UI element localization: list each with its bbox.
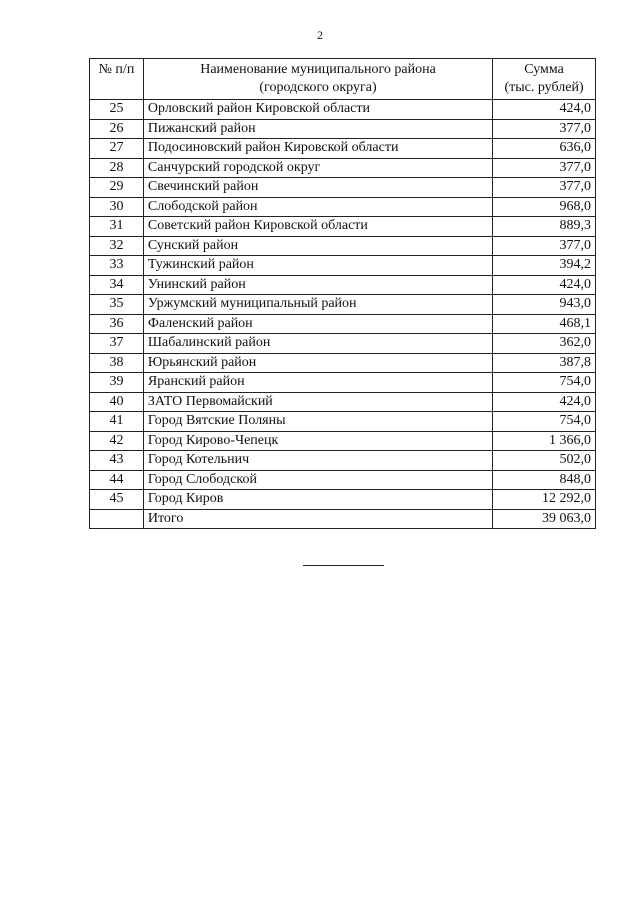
table-row <box>90 139 596 159</box>
table-row <box>90 373 596 393</box>
cell-name: Советский район Кировской области <box>143 217 492 237</box>
cell-sum: 1 366,0 <box>493 431 596 451</box>
cell-num: 29 <box>90 178 144 198</box>
header-name-line2: (городского округа) <box>259 80 377 95</box>
cell-sum: 394,2 <box>493 256 596 276</box>
cell-num: 41 <box>90 412 144 432</box>
cell-num: 34 <box>90 275 144 295</box>
cell-num: 33 <box>90 256 144 276</box>
header-sum <box>493 59 596 100</box>
cell-sum: 12 292,0 <box>493 490 596 510</box>
table-body <box>90 100 596 529</box>
cell-num: 35 <box>90 295 144 315</box>
table-row <box>90 412 596 432</box>
table-row <box>90 275 596 295</box>
cell-sum: 636,0 <box>493 139 596 159</box>
cell-name: Унинский район <box>143 275 492 295</box>
cell-num: 42 <box>90 431 144 451</box>
cell-sum: 362,0 <box>493 334 596 354</box>
header-num-label: № п/п <box>98 62 135 77</box>
allocation-table <box>89 58 596 529</box>
cell-num: 27 <box>90 139 144 159</box>
cell-sum: 754,0 <box>493 412 596 432</box>
header-name <box>143 59 492 100</box>
cell-num: 45 <box>90 490 144 510</box>
cell-sum: 943,0 <box>493 295 596 315</box>
table-row <box>90 470 596 490</box>
cell-num: 40 <box>90 392 144 412</box>
table-row <box>90 217 596 237</box>
cell-name: Уржумский муниципальный район <box>143 295 492 315</box>
header-num <box>90 59 144 100</box>
cell-name: Город Кирово-Чепецк <box>143 431 492 451</box>
cell-num: 31 <box>90 217 144 237</box>
cell-num: 36 <box>90 314 144 334</box>
cell-name: Санчурский городской округ <box>143 158 492 178</box>
cell-num: 38 <box>90 353 144 373</box>
cell-num: 43 <box>90 451 144 471</box>
cell-sum: 754,0 <box>493 373 596 393</box>
header-sum-line2: (тыс. рублей) <box>504 80 584 95</box>
cell-sum: 424,0 <box>493 275 596 295</box>
cell-sum: 377,0 <box>493 236 596 256</box>
cell-name: Шабалинский район <box>143 334 492 354</box>
header-name-line1: Наименование муниципального района <box>200 62 436 77</box>
table-row <box>90 256 596 276</box>
table-row <box>90 314 596 334</box>
table-row <box>90 197 596 217</box>
cell-num: 30 <box>90 197 144 217</box>
cell-num: 37 <box>90 334 144 354</box>
table-row <box>90 236 596 256</box>
table-row <box>90 353 596 373</box>
cell-name: ЗАТО Первомайский <box>143 392 492 412</box>
cell-name: Юрьянский район <box>143 353 492 373</box>
cell-name: Подосиновский район Кировской области <box>143 139 492 159</box>
cell-num <box>90 509 144 529</box>
cell-name: Орловский район Кировской области <box>143 100 492 120</box>
cell-sum: 387,8 <box>493 353 596 373</box>
cell-num: 26 <box>90 119 144 139</box>
table-row <box>90 451 596 471</box>
cell-sum: 424,0 <box>493 392 596 412</box>
page-number: 2 <box>317 28 323 42</box>
table-row <box>90 295 596 315</box>
table-header-row <box>90 59 596 100</box>
cell-num: 32 <box>90 236 144 256</box>
cell-sum: 468,1 <box>493 314 596 334</box>
table-row <box>90 392 596 412</box>
total-row <box>90 509 596 529</box>
cell-sum: 424,0 <box>493 100 596 120</box>
table-row <box>90 490 596 510</box>
cell-name: Город Киров <box>143 490 492 510</box>
cell-name: Яранский район <box>143 373 492 393</box>
cell-name: Тужинский район <box>143 256 492 276</box>
cell-num: 39 <box>90 373 144 393</box>
closing-rule <box>303 565 384 566</box>
table-row <box>90 431 596 451</box>
cell-sum: 377,0 <box>493 119 596 139</box>
cell-name: Фаленский район <box>143 314 492 334</box>
table-row <box>90 100 596 120</box>
cell-name: Свечинский район <box>143 178 492 198</box>
cell-name: Итого <box>143 509 492 529</box>
cell-sum: 502,0 <box>493 451 596 471</box>
cell-name: Город Котельнич <box>143 451 492 471</box>
cell-name: Сунский район <box>143 236 492 256</box>
cell-sum: 377,0 <box>493 158 596 178</box>
cell-num: 25 <box>90 100 144 120</box>
cell-num: 28 <box>90 158 144 178</box>
cell-name: Пижанский район <box>143 119 492 139</box>
cell-sum: 39 063,0 <box>493 509 596 529</box>
cell-sum: 968,0 <box>493 197 596 217</box>
cell-sum: 848,0 <box>493 470 596 490</box>
cell-num: 44 <box>90 470 144 490</box>
table-row <box>90 158 596 178</box>
cell-name: Слободской район <box>143 197 492 217</box>
table-row <box>90 334 596 354</box>
cell-sum: 377,0 <box>493 178 596 198</box>
cell-name: Город Слободской <box>143 470 492 490</box>
table-row <box>90 178 596 198</box>
header-sum-line1: Сумма <box>524 62 564 77</box>
cell-name: Город Вятские Поляны <box>143 412 492 432</box>
table-row <box>90 119 596 139</box>
cell-sum: 889,3 <box>493 217 596 237</box>
